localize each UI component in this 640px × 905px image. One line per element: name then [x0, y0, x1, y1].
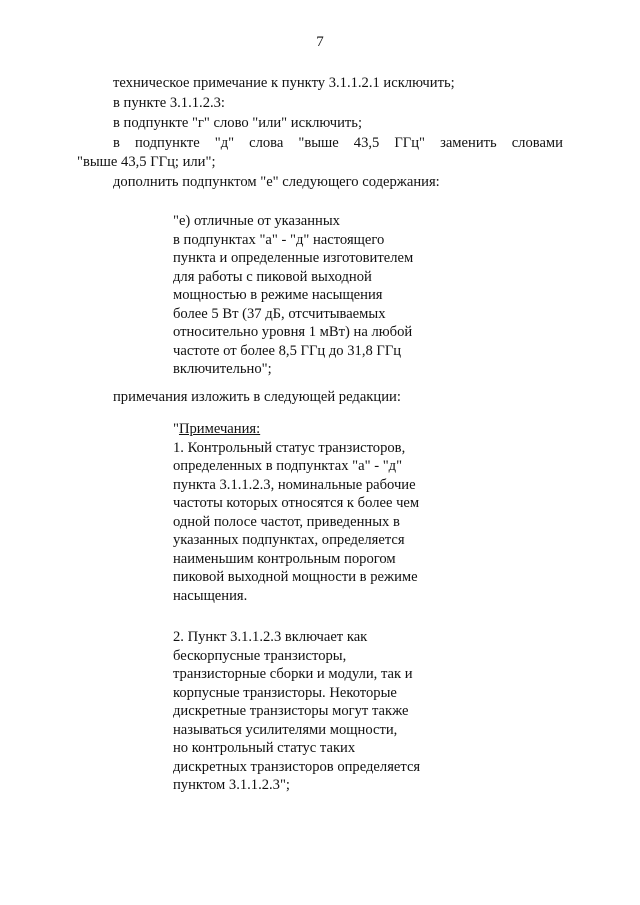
note1-line: частоты которых относятся к более чем — [173, 495, 420, 511]
word: ГГц" — [394, 135, 426, 151]
quote-line: более 5 Вт (37 дБ, отсчитываемых — [173, 305, 386, 322]
notes-block — [173, 420, 419, 605]
quote-line: частоте от более 8,5 ГГц до 31,8 ГГц — [173, 342, 402, 359]
word: в — [113, 135, 120, 151]
paragraph-notes-intro: примечания изложить в следующей редакции: — [113, 389, 401, 405]
word: 43,5 — [353, 135, 380, 151]
word: словами — [511, 135, 563, 151]
quote-line: включительно"; — [173, 361, 272, 377]
word: заменить — [440, 135, 497, 151]
paragraph-subitem-d — [113, 134, 563, 152]
note2-line: 2. Пункт 3.1.1.2.3 включает как — [173, 629, 368, 645]
note1-line: указанных подпунктах, определяется — [173, 532, 405, 548]
quote-mark: " — [173, 421, 179, 437]
notes-heading-line — [173, 420, 419, 439]
note1-line: пункта 3.1.1.2.3, номинальные рабочие — [173, 476, 416, 493]
note2-line: транзисторные сборки и модули, так и — [173, 666, 413, 682]
quote-line: пункта и определенные изготовителем — [173, 250, 414, 266]
note2-block — [173, 628, 420, 795]
paragraph-subitem-d-continuation: "выше 43,5 ГГц; или"; — [77, 154, 216, 170]
quote-subitem-e — [173, 212, 413, 379]
note1-line: наименьшим контрольным порогом — [173, 550, 396, 567]
note1-line: 1. Контрольный статус транзисторов, — [173, 439, 406, 456]
quote-line: для работы с пиковой выходной — [173, 268, 372, 285]
paragraph-subitem-g: в подпункте "г" слово "или" исключить; — [113, 115, 363, 131]
word: "д" — [214, 135, 235, 151]
note1-line: определенных в подпунктах "а" - "д" — [173, 458, 403, 474]
page-number: 7 — [316, 34, 324, 50]
note2-line: дискретные транзисторы могут также — [173, 703, 409, 719]
paragraph-tech-note: техническое примечание к пункту 3.1.1.2.1 исключить; — [113, 75, 455, 91]
note1-line: насыщения. — [173, 587, 248, 604]
paragraph-item-ref: в пункте 3.1.1.2.3: — [113, 95, 225, 111]
word: слова — [249, 135, 284, 151]
note2-line: дискретных транзисторов определяется — [173, 758, 421, 775]
notes-heading: Примечания: — [178, 421, 261, 437]
quote-line: относительно уровня 1 мВт) на любой — [173, 324, 413, 340]
note2-line: корпусные транзисторы. Некоторые — [173, 684, 397, 701]
note1-line: пиковой выходной мощности в режиме — [173, 569, 418, 585]
word: "выше — [298, 135, 339, 151]
note2-line: бескорпусные транзисторы, — [173, 647, 347, 664]
note2-line: но контрольный статус таких — [173, 740, 356, 756]
quote-line: "е) отличные от указанных — [173, 213, 340, 229]
note1-line: одной полосе частот, приведенных в — [173, 513, 400, 530]
note2-line: называться усилителями мощности, — [173, 721, 398, 738]
quote-line: мощностью в режиме насыщения — [173, 287, 383, 303]
paragraph-add-subitem-e: дополнить подпунктом "е" следующего содержания: — [113, 174, 440, 190]
quote-line: в подпунктах "а" - "д" настоящего — [173, 231, 385, 248]
note2-line: пунктом 3.1.1.2.3"; — [173, 777, 290, 793]
word: подпункте — [134, 135, 200, 151]
